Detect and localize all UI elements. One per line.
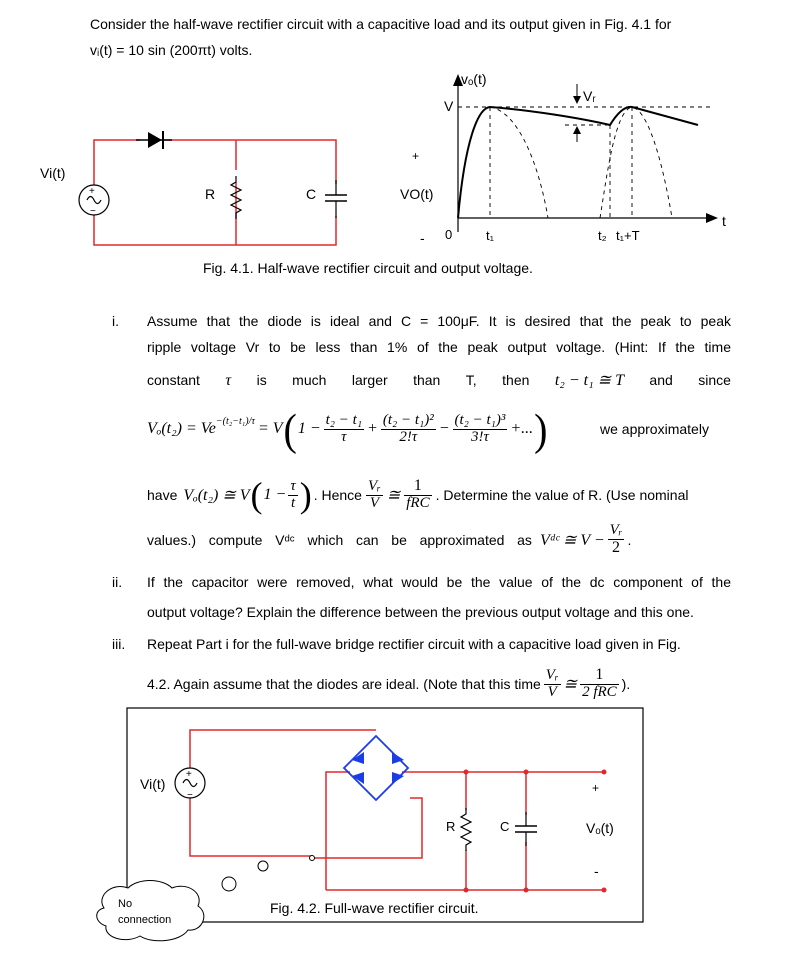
diode xyxy=(136,131,172,149)
eq1-term-1: $\frac{\text{t₂ − t₁}}{\tau}$ xyxy=(325,411,363,445)
cloud-line-2: connection xyxy=(118,914,172,926)
graph-guides xyxy=(458,107,712,218)
vr-label: Vᵣ xyxy=(583,88,596,104)
item-iii-line-2: 4.2. Again assume that the diodes are ideal. (Note that this time $\frac{\text{Vᵣ}}{V}$ ≅ $\frac{1}{\text{2 fRC}}$ ). xyxy=(147,666,631,701)
item-iii-line-1: Repeat Part i for the full-wave bridge rectifier circuit with a capacitive load given in Fig. xyxy=(147,636,681,652)
ripple-arrows xyxy=(573,84,581,142)
cloud-line-1: No xyxy=(118,898,133,910)
vout-plus: + xyxy=(412,149,420,163)
vo-axis-label: vₒ(t) xyxy=(461,71,487,87)
eq1-term-3: $\frac{\text{(t₂ − t₁)³}}{3!\tau}$ xyxy=(454,411,506,445)
vr-over-v-fraction: $\frac{\text{Vᵣ}}{V}$ xyxy=(367,477,381,511)
eq1-term-2: $\frac{\text{(t₂ − t₁)²}}{2!\tau}$ xyxy=(382,411,434,445)
vout-2-plus: + xyxy=(592,781,600,795)
resistor-2-label: R xyxy=(446,819,456,834)
source-2-label: Vi(t) xyxy=(140,776,166,792)
t2-tick-label: t₂ xyxy=(598,228,607,243)
origin-label: 0 xyxy=(445,227,453,242)
item-iii-marker: iii. xyxy=(112,636,126,652)
source-2-minus: − xyxy=(187,790,193,801)
capacitor-2 xyxy=(515,812,537,846)
equation-2-line: have Vₒ(t₂) ≅ V ( 1 − $\frac{\tau}{t}$ ) . Hence $\frac{\text{Vᵣ}}{V}$ ≅ $\frac{1}{\text{fRC}}$ . Determine the value of R. (Use nominal xyxy=(147,475,689,515)
item-ii-line-2: output voltage? Explain the difference between the previous output voltage and this one. xyxy=(147,604,694,620)
capacitor-label: C xyxy=(306,186,317,202)
item-iii-rhs-fraction: $\frac{1}{\text{2 fRC}}$ xyxy=(582,666,617,701)
source-plus: + xyxy=(89,186,95,197)
item-i-line-2: ripple voltage Vr to be less than 1% of the peak output voltage. (Hint: If the time xyxy=(147,339,731,355)
t1-tick-label: t₁ xyxy=(486,228,494,243)
intro-line-1: Consider the half-wave rectifier circuit with a capacitive load and its output given in Fig. 4.1 for xyxy=(90,16,672,32)
values-line: values.) compute Vᵈᶜ which can be approximated as Vᵈᶜ ≅ V − $\frac{\text{Vᵣ}}{2}$ . xyxy=(147,522,632,556)
vout-minus: - xyxy=(420,230,425,246)
item-iii-vr-fraction: $\frac{\text{Vᵣ}}{V}$ xyxy=(545,666,559,700)
item-i-marker: i. xyxy=(112,313,119,329)
item-i-line-1: Assume that the diode is ideal and C = 100μF. It is desired that the peak to peak xyxy=(147,313,731,329)
intro-line-2: vᵢ(t) = 10 sin (200πt) volts. xyxy=(90,42,253,58)
peak-v-label: V xyxy=(444,98,454,114)
vout-label: VO(t) xyxy=(400,186,434,202)
equation-1: Vₒ(t₂) = Ve $^{-(t_2-t_1)/\tau}$ = V ( 1 − $\frac{\text{t₂ − t₁}}{\tau}$ + $\frac{\text{(t₂ − t₁)²}}{2!\tau}$ − $\frac{\text{(t₂ − t₁)³}}{3!\tau}$ +... ) xyxy=(147,404,548,454)
capacitor-2-label: C xyxy=(500,819,510,834)
t1-plus-t-tick-label: t₁+T xyxy=(616,228,640,243)
source-2-plus: + xyxy=(186,769,192,780)
item-i-line-3: constant τ is much larger than T, then t₂ − t₁ ≅ T and since xyxy=(147,372,731,389)
source-minus: − xyxy=(90,206,96,217)
fig-4-1-caption: Fig. 4.1. Half-wave rectifier circuit and output voltage. xyxy=(203,260,533,276)
resistor-2 xyxy=(461,808,471,851)
figure-4-1 xyxy=(0,60,800,280)
resistor-label: R xyxy=(205,186,216,202)
item-ii-line-1: If the capacitor were removed, what would be the value of the dc component of the xyxy=(147,574,731,590)
eq2-fraction: $\frac{\tau}{t}$ xyxy=(290,477,296,511)
item-ii-marker: ii. xyxy=(112,574,123,590)
eq1-tail-text: we approximately xyxy=(600,421,709,437)
figure-4-2 xyxy=(0,700,800,954)
fig-4-2-caption: Fig. 4.2. Full-wave rectifier circuit. xyxy=(270,900,479,916)
source-label: Vi(t) xyxy=(40,165,66,181)
vdc-fraction: $\frac{\text{Vᵣ}}{2}$ xyxy=(609,522,623,556)
vout-2-label: Vₒ(t) xyxy=(586,820,614,836)
output-waveform xyxy=(458,107,698,218)
full-wave-circuit-wires xyxy=(190,730,604,890)
capacitor xyxy=(325,180,347,218)
vout-2-minus: - xyxy=(594,863,599,879)
time-axis-label: t xyxy=(722,213,726,229)
one-over-frc-fraction: $\frac{1}{\text{fRC}}$ xyxy=(406,477,430,512)
diode-bridge xyxy=(344,736,408,800)
